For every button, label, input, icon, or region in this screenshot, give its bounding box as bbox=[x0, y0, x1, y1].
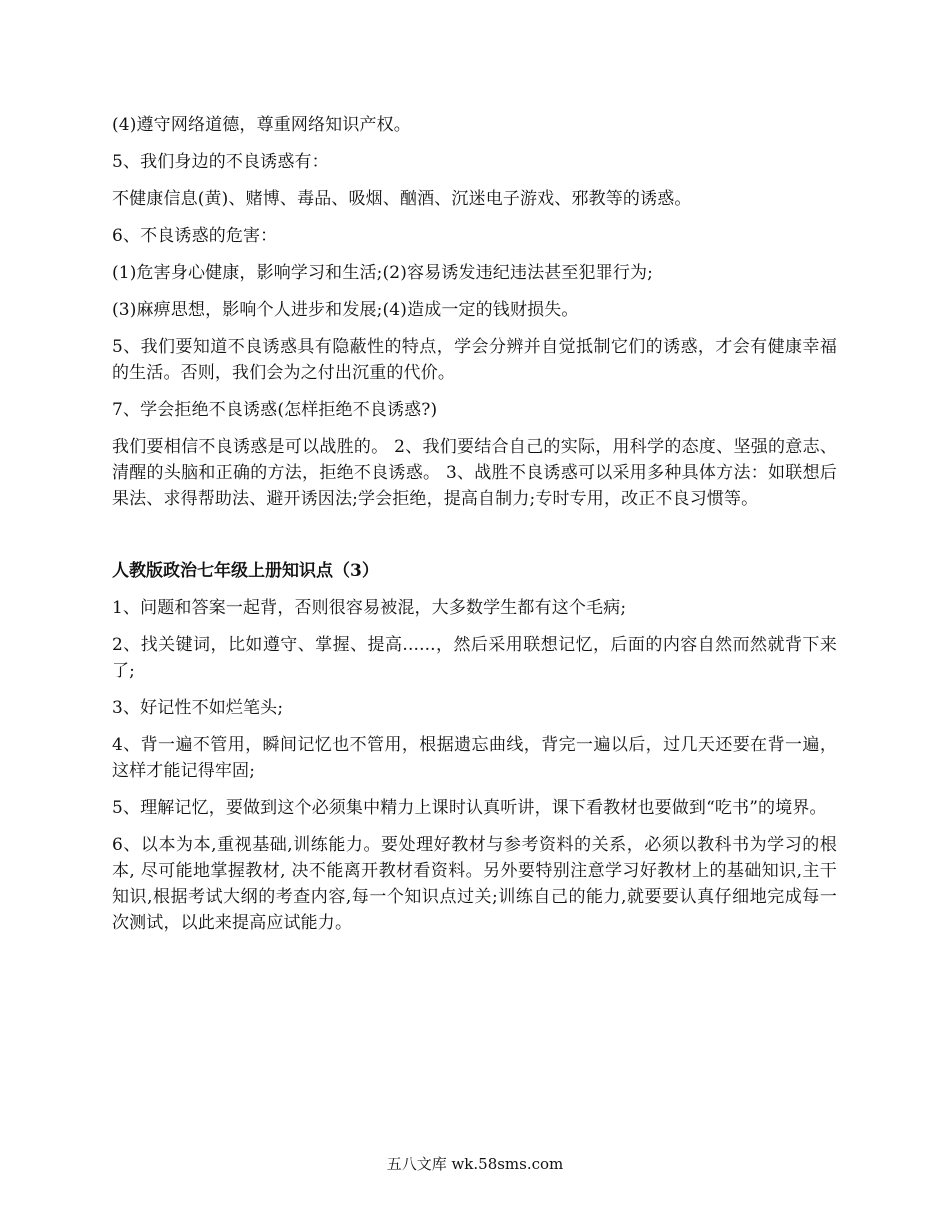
paragraph: 5、理解记忆，要做到这个必须集中精力上课时认真听讲，课下看教材也要做到“吃书”的境界。 bbox=[112, 798, 827, 818]
paragraph: 6、以本为本,重视基础,训练能力。要处理好教材与参考资料的关系，必须以教科书为学习的根本, 尽可能地掌握教材, 决不能离开教材看资料。另外要特别注意学习好教材上的基础知识,主干知识,根据考试大纲的考查内容,每一个知识点过关;训练自己的能力,就要要认真仔细地完成每一次测试，以此来提高应试能力。 bbox=[112, 835, 837, 933]
section-heading: 人教版政治七年级上册知识点（3） bbox=[112, 561, 379, 581]
paragraph: 6、不良诱惑的危害： bbox=[112, 226, 278, 246]
page-footer: 五八文库 wk.58sms.com bbox=[386, 1155, 564, 1173]
paragraph: 1、问题和答案一起背，否则很容易被混，大多数学生都有这个毛病; bbox=[112, 598, 627, 618]
paragraph: 4、背一遍不管用，瞬间记忆也不管用，根据遗忘曲线，背完一遍以后，过几天还要在背一遍，这样才能记得牢固; bbox=[112, 735, 837, 781]
paragraph: 5、我们身边的不良诱惑有： bbox=[112, 152, 329, 172]
paragraph: (4)遵守网络道德，尊重网络知识产权。 bbox=[112, 115, 411, 135]
paragraph: 我们要相信不良诱惑是可以战胜的。 2、我们要结合自己的实际，用科学的态度、坚强的意志、清醒的头脑和正确的方法，拒绝不良诱惑。 3、战胜不良诱惑可以采用多种具体方法：如联想后果法、求得帮助法、避开诱因法;学会拒绝，提高自制力;专时专用，改正不良习惯等。 bbox=[112, 437, 837, 509]
paragraph: 不健康信息(黄)、赌博、毒品、吸烟、酗酒、沉迷电子游戏、邪教等的诱惑。 bbox=[112, 189, 692, 209]
paragraph: (3)麻痹思想，影响个人进步和发展;(4)造成一定的钱财损失。 bbox=[112, 300, 579, 320]
document-body bbox=[112, 112, 837, 947]
paragraph: (1)危害身心健康，影响学习和生活;(2)容易诱发违纪违法甚至犯罪行为; bbox=[112, 263, 654, 283]
paragraph: 7、学会拒绝不良诱惑(怎样拒绝不良诱惑?) bbox=[112, 400, 438, 420]
paragraph: 2、找关键词，比如遵守、掌握、提高......，然后采用联想记忆，后面的内容自然而然就背下来了; bbox=[112, 635, 837, 681]
paragraph: 3、好记性不如烂笔头; bbox=[112, 698, 284, 718]
paragraph: 5、我们要知道不良诱惑具有隐蔽性的特点，学会分辨并自觉抵制它们的诱惑，才会有健康幸福的生活。否则，我们会为之付出沉重的代价。 bbox=[112, 337, 837, 383]
